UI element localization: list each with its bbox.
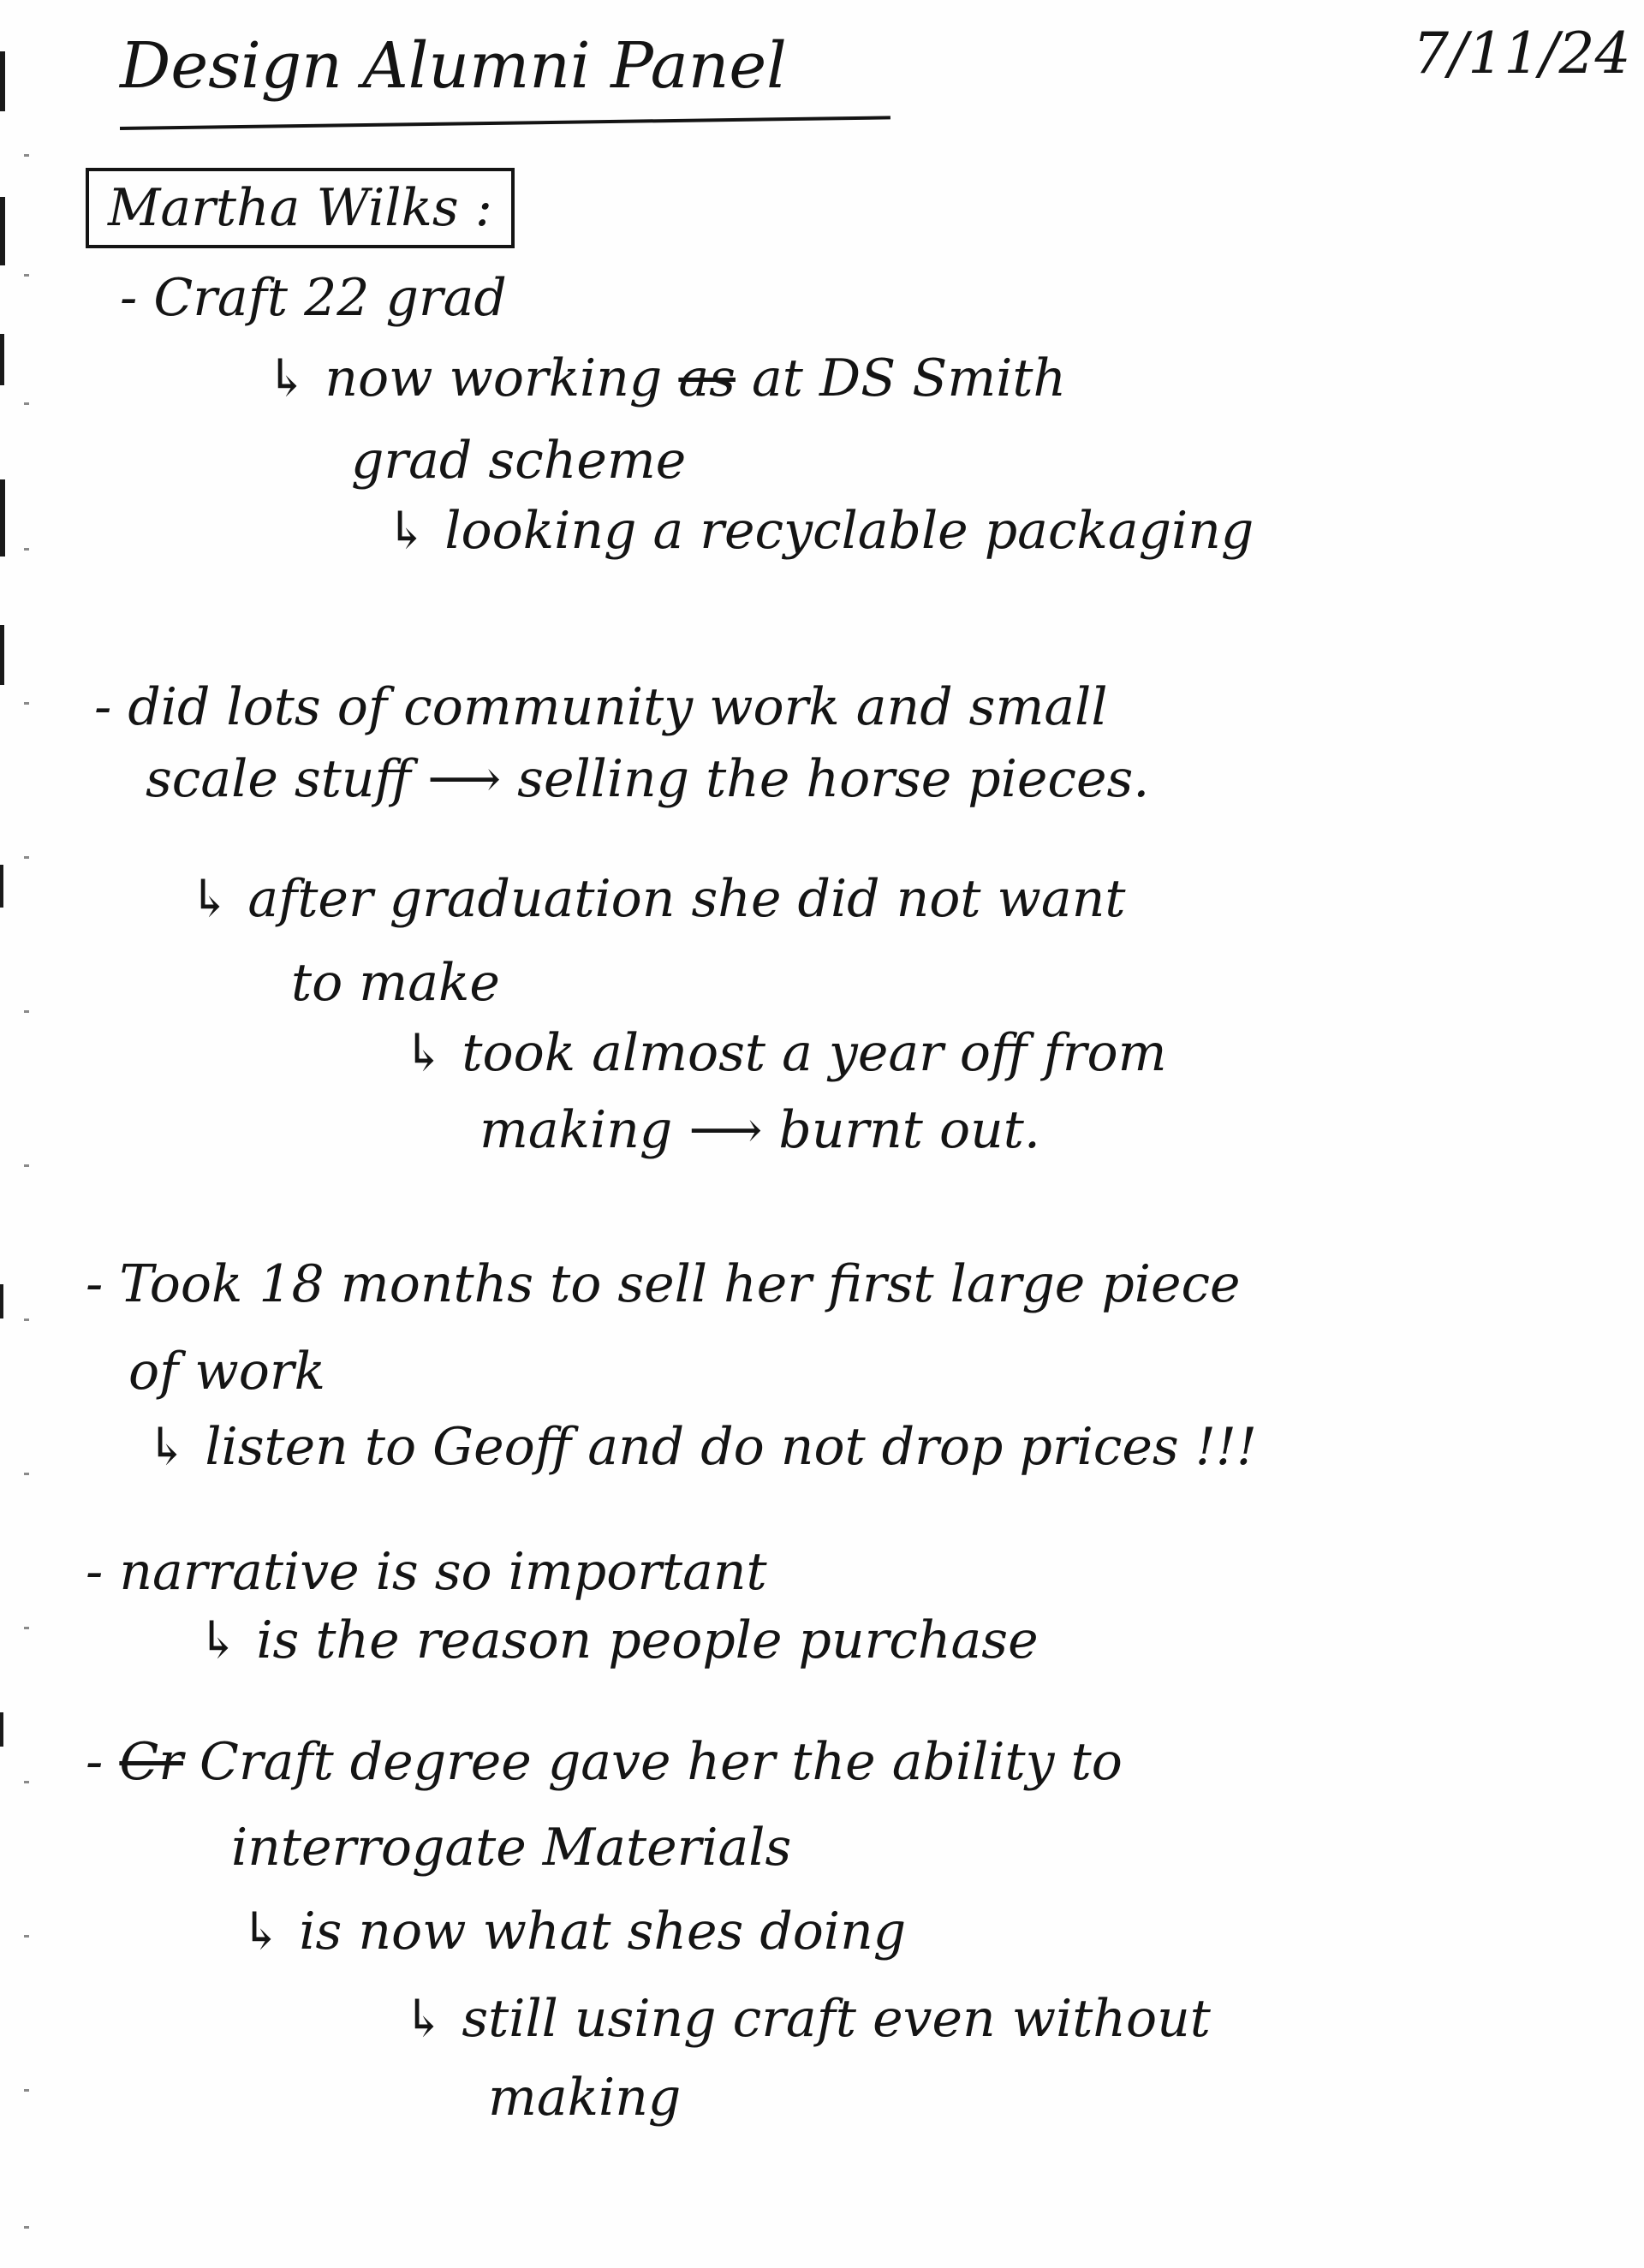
binding-mark xyxy=(0,1284,3,1319)
note-line: ↳ is the reason people purchase xyxy=(197,1610,1039,1670)
note-line: making ⟶ burnt out. xyxy=(480,1100,1040,1160)
note-line: ↳ listen to Geoff and do not drop prices !!! xyxy=(146,1417,1258,1477)
binding-mark xyxy=(0,865,3,908)
note-line: making xyxy=(488,2068,682,2128)
speaker-name-box: Martha Wilks : xyxy=(86,168,515,248)
binding-mark xyxy=(0,625,4,685)
note-line xyxy=(86,1732,1123,1792)
note-line: - Took 18 months to sell her first large piece xyxy=(86,1254,1241,1314)
binding-mark xyxy=(0,334,4,385)
note-line: ↳ took almost a year off from xyxy=(402,1023,1167,1083)
binding-mark xyxy=(0,479,5,557)
note-text: at DS Smith xyxy=(735,348,1067,408)
crossed-out-text: Cr xyxy=(119,1732,183,1792)
note-line: ↳ looking a recyclable packaging xyxy=(385,501,1254,561)
note-line: - did lots of community work and small xyxy=(94,677,1108,737)
binding-mark xyxy=(0,51,5,111)
note-line: ↳ still using craft even without xyxy=(402,1989,1211,2049)
note-line: to make xyxy=(291,953,500,1013)
note-line: - Craft 22 grad xyxy=(120,268,507,328)
note-text: Craft degree gave her the ability to xyxy=(182,1732,1123,1792)
page-title: Design Alumni Panel xyxy=(120,29,787,103)
note-line: interrogate Materials xyxy=(231,1818,792,1878)
title-underline xyxy=(120,116,890,130)
binding-mark xyxy=(0,1712,3,1747)
note-text: - xyxy=(86,1732,120,1792)
crossed-out-text: as xyxy=(678,348,736,408)
note-date: 7/11/24 xyxy=(1413,21,1631,86)
binding-mark xyxy=(0,197,5,265)
note-line: - narrative is so important xyxy=(86,1542,767,1602)
note-line: ↳ after graduation she did not want xyxy=(188,869,1126,929)
notebook-binding-marks xyxy=(0,0,34,2268)
note-line: ↳ is now what shes doing xyxy=(240,1902,907,1961)
note-line: of work xyxy=(128,1342,325,1402)
note-line xyxy=(265,348,1067,408)
note-text: ↳ now working xyxy=(265,348,679,408)
note-line: grad scheme xyxy=(351,431,687,491)
note-line: scale stuff ⟶ selling the horse pieces. xyxy=(146,749,1150,809)
